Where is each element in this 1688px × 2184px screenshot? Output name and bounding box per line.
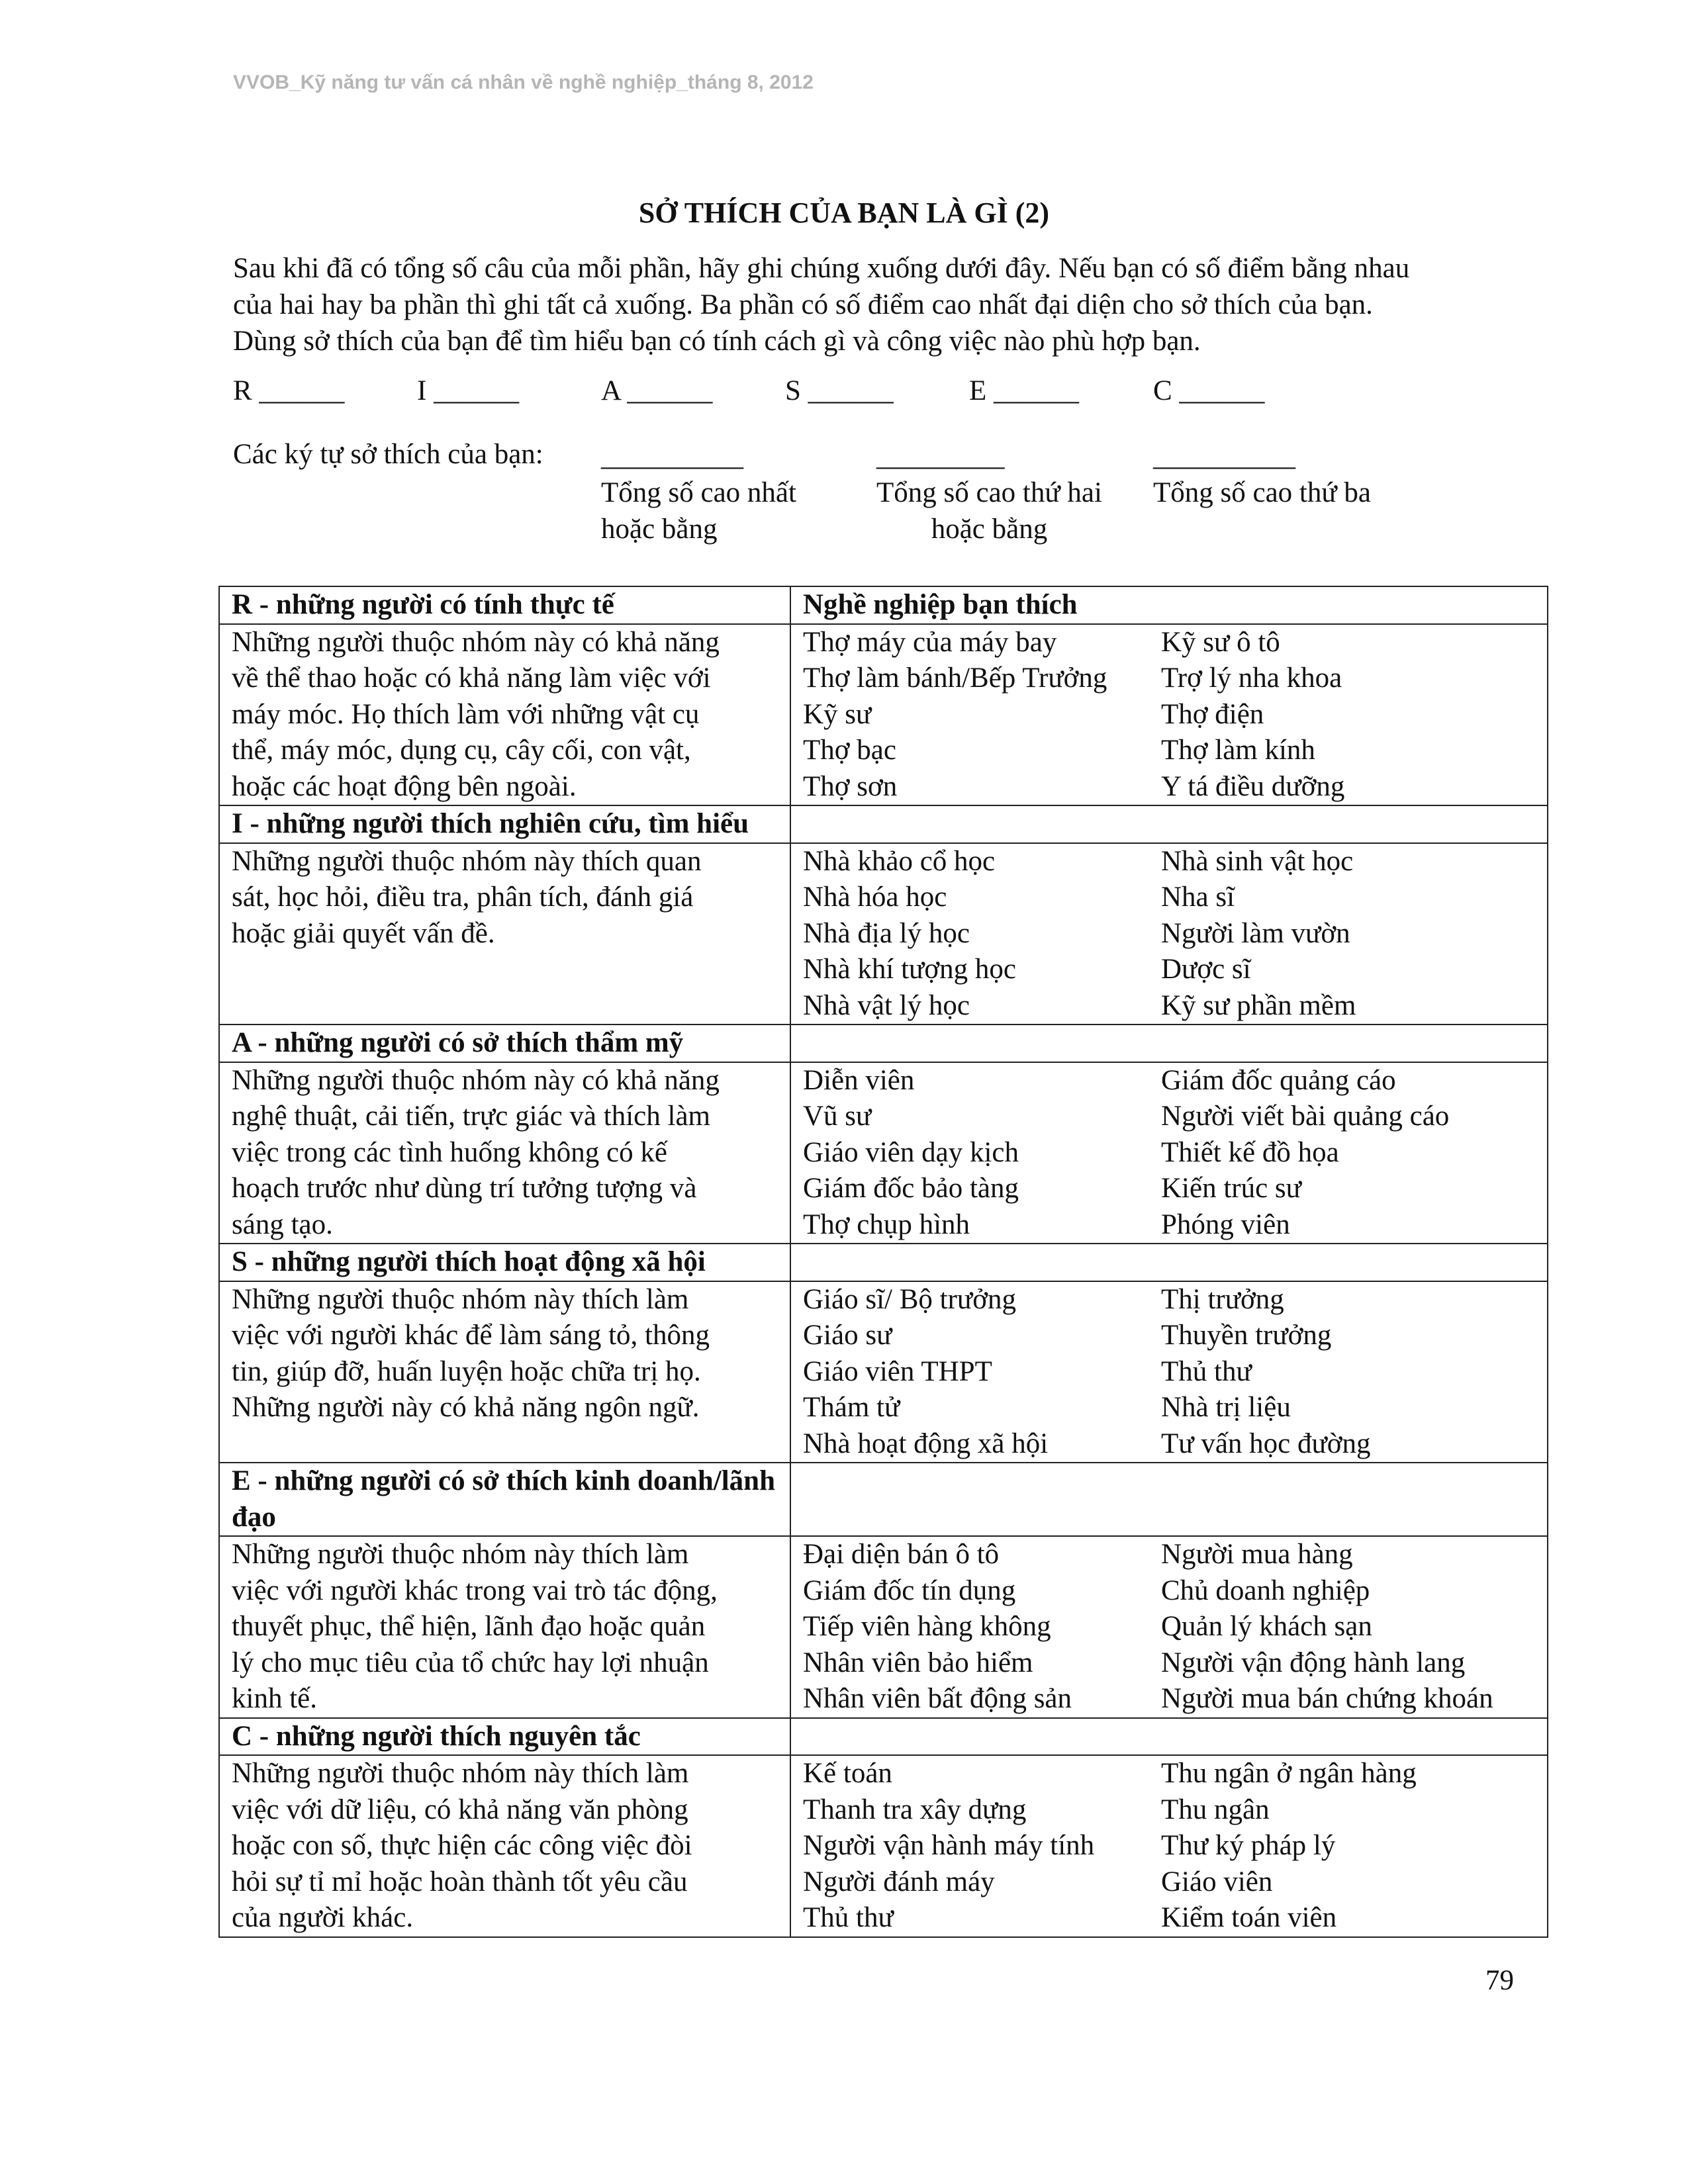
jobs-list-right-line: Người viết bài quảng cáo (1161, 1101, 1450, 1132)
jobs-list-right-line: Nha sĩ (1161, 882, 1235, 913)
jobs-list-left-line: Đại diện bán ô tô (803, 1539, 1000, 1570)
jobs-list-left-line: Thủ thư (803, 1902, 894, 1933)
jobs-list-left-line: Nhà hoạt động xã hội (803, 1428, 1049, 1459)
jobs-list-right-line: Thuyền trưởng (1161, 1320, 1332, 1351)
group-description-line: sát, học hỏi, điều tra, phân tích, đánh giá (232, 882, 694, 913)
jobs-list-left-line: Giám đốc tín dụng (803, 1574, 1016, 1606)
group-description-line: kinh tế. (232, 1683, 317, 1714)
order-first-caption: hoặc bằng (601, 514, 718, 545)
jobs-list-left-line: Giáo sư (803, 1320, 892, 1351)
jobs-list-left-line: Giáo viên THPT (803, 1355, 992, 1387)
jobs-list-right-line: Thủ thư (1161, 1355, 1252, 1387)
jobs-list-left (790, 624, 1149, 806)
jobs-list-left-line: Nhà khảo cổ học (803, 845, 996, 877)
intro-paragraph (233, 250, 1491, 359)
interest-order-label: Các ký tự sở thích của bạn: (233, 439, 543, 470)
order-first-caption: Tổng số cao nhất (601, 477, 796, 508)
group-body-row (219, 624, 1548, 806)
jobs-list-right-line: Kiểm toán viên (1161, 1902, 1337, 1933)
score-blank-r[interactable]: R ______ (233, 375, 345, 406)
group-description (219, 624, 790, 806)
jobs-list-left-line: Thợ máy của máy bay (803, 626, 1057, 658)
group-description-line: việc với dữ liệu, có khả năng văn phòng (232, 1794, 688, 1825)
jobs-header (790, 1718, 1548, 1756)
jobs-list-right-line: Thợ làm kính (1161, 735, 1315, 766)
jobs-list-left-line: Nhân viên bảo hiểm (803, 1647, 1033, 1678)
jobs-list-left (790, 843, 1149, 1025)
jobs-list-right-line: Kiến trúc sư (1161, 1173, 1301, 1204)
group-description-line: nghệ thuật, cải tiến, trực giác và thích làm (232, 1101, 710, 1132)
jobs-header (790, 805, 1548, 843)
jobs-header (790, 1024, 1548, 1062)
jobs-list-right-line: Trợ lý nha khoa (1161, 662, 1342, 694)
order-third-caption: Tổng số cao thứ ba (1153, 477, 1372, 508)
group-description (219, 1062, 790, 1244)
jobs-list-right-line: Thiết kế đồ họa (1161, 1136, 1339, 1168)
jobs-list-left-line: Người vận hành máy tính (803, 1830, 1095, 1861)
jobs-list-right-line: Phóng viên (1161, 1208, 1290, 1240)
group-header-row (219, 1463, 1548, 1536)
jobs-list-right-line: Người làm vườn (1161, 917, 1350, 949)
intro-line: Sau khi đã có tổng số câu của mỗi phần, hãy ghi chúng xuống dưới đây. Nếu bạn có số điểm bằng nhau (233, 253, 1410, 284)
group-title: A - những người có sở thích thẩm mỹ (219, 1024, 790, 1062)
order-third (1153, 438, 1371, 511)
jobs-list-right-line: Dược sĩ (1161, 954, 1251, 985)
group-description-line: Những người thuộc nhóm này có khả năng (232, 626, 720, 658)
jobs-list-right-line: Tư vấn học đường (1161, 1428, 1371, 1459)
group-description-line: việc với người khác để làm sáng tỏ, thông (232, 1320, 710, 1351)
group-title: C - những người thích nguyên tắc (219, 1718, 790, 1756)
jobs-list-right-line: Nhà sinh vật học (1161, 845, 1354, 877)
group-header-row (219, 1024, 1548, 1062)
jobs-header: Nghề nghiệp bạn thích (790, 586, 1548, 624)
group-description-line: việc với người khác trong vai trò tác động, (232, 1574, 718, 1606)
jobs-list-left-line: Kế toán (803, 1758, 892, 1789)
group-title: S - những người thích hoạt động xã hội (219, 1244, 790, 1281)
jobs-header (790, 1244, 1548, 1281)
order-second-blank[interactable]: _________ (876, 441, 1005, 472)
jobs-list-right-line: Chủ doanh nghiệp (1161, 1574, 1370, 1606)
jobs-list-left-line: Thợ bạc (803, 735, 896, 766)
jobs-list-left-line: Thanh tra xây dựng (803, 1794, 1027, 1825)
jobs-list-right-line: Kỹ sư phần mềm (1161, 989, 1356, 1021)
order-second-caption: Tổng số cao thứ hai (876, 477, 1102, 508)
group-description (219, 1281, 790, 1463)
group-description-line: hoặc con số, thực hiện các công việc đòi (232, 1830, 692, 1861)
jobs-list-right-line: Giám đốc quảng cáo (1161, 1064, 1396, 1096)
jobs-list-left-line: Thợ sơn (803, 770, 898, 802)
jobs-list-right (1149, 1281, 1548, 1463)
jobs-list-left-line: Nhân viên bất động sản (803, 1683, 1072, 1714)
group-description-line: Những người thuộc nhóm này thích quan (232, 845, 702, 877)
jobs-list-right-line: Thợ điện (1161, 698, 1264, 730)
group-header-row (219, 1718, 1548, 1756)
group-title: R - những người có tính thực tế (219, 586, 790, 624)
group-description-line: tin, giúp đỡ, huấn luyện hoặc chữa trị họ. (232, 1355, 701, 1387)
group-header-row (219, 586, 1548, 624)
group-body-row (219, 1062, 1548, 1244)
order-second-caption: hoặc bằng (931, 514, 1048, 545)
jobs-list-right-line: Kỹ sư ô tô (1161, 626, 1280, 658)
group-description-line: Những người này có khả năng ngôn ngữ. (232, 1392, 700, 1423)
group-description-line: việc trong các tình huống không có kế (232, 1136, 667, 1168)
group-description-line: thuyết phục, thể hiện, lãnh đạo hoặc quản (232, 1611, 706, 1642)
jobs-list-right (1149, 624, 1548, 806)
jobs-list-left-line: Người đánh máy (803, 1866, 995, 1897)
order-first (601, 438, 796, 547)
group-description-line: hỏi sự tỉ mỉ hoặc hoàn thành tốt yêu cầu (232, 1866, 688, 1897)
jobs-list-left-line: Nhà vật lý học (803, 989, 970, 1021)
group-description-line: của người khác. (232, 1902, 414, 1933)
jobs-header (790, 1463, 1548, 1536)
group-description-line: về thể thao hoặc có khả năng làm việc với (232, 662, 711, 694)
jobs-list-right-line: Giáo viên (1161, 1866, 1273, 1897)
order-first-blank[interactable]: __________ (601, 441, 743, 472)
jobs-list-left-line: Nhà địa lý học (803, 917, 970, 949)
group-description-line: hoặc giải quyết vấn đề. (232, 917, 495, 949)
jobs-list-right-line: Y tá điều dưỡng (1161, 770, 1345, 802)
jobs-list-left-line: Giám đốc bảo tàng (803, 1173, 1019, 1204)
group-title: E - những người có sở thích kinh doanh/lãnh đạo (219, 1463, 790, 1536)
group-body-row (219, 1536, 1548, 1718)
group-description-line: lý cho mục tiêu của tổ chức hay lợi nhuận (232, 1647, 709, 1678)
group-description-line: máy móc. Họ thích làm với những vật cụ (232, 698, 700, 730)
intro-line: của hai hay ba phần thì ghi tất cả xuống. Ba phần có số điểm cao nhất đại diện cho sở thích của bạn. (233, 289, 1373, 320)
group-body-row (219, 1755, 1548, 1937)
jobs-list-right-line: Người vận động hành lang (1161, 1647, 1466, 1678)
jobs-list-left-line: Nhà hóa học (803, 882, 947, 913)
group-description (219, 843, 790, 1025)
score-blank-e[interactable]: E ______ (969, 375, 1080, 406)
jobs-list-left (790, 1755, 1149, 1937)
group-description-line: Những người thuộc nhóm này thích làm (232, 1539, 689, 1570)
group-body-row (219, 843, 1548, 1025)
jobs-list-left (790, 1281, 1149, 1463)
score-blank-i[interactable]: I ______ (417, 375, 520, 406)
group-description-line: sáng tạo. (232, 1208, 333, 1240)
jobs-list-right-line: Thư ký pháp lý (1161, 1830, 1336, 1861)
group-description-line: Những người thuộc nhóm này thích làm (232, 1283, 689, 1315)
jobs-list-left-line: Thám tử (803, 1392, 900, 1423)
jobs-list-right-line: Người mua hàng (1161, 1539, 1353, 1570)
jobs-list-right (1149, 843, 1548, 1025)
group-description-line: Những người thuộc nhóm này thích làm (232, 1758, 689, 1789)
score-blank-a[interactable]: A ______ (601, 375, 713, 406)
page-title: SỞ THÍCH CỦA BẠN LÀ GÌ (2) (638, 197, 1050, 229)
intro-line: Dùng sở thích của bạn để tìm hiểu bạn có tính cách gì và công việc nào phù hợp bạn. (233, 326, 1201, 357)
score-blank-s[interactable]: S ______ (785, 375, 894, 406)
page-number: 79 (1485, 1965, 1514, 1996)
jobs-list-right-line: Người mua bán chứng khoán (1161, 1683, 1493, 1714)
order-third-blank[interactable]: __________ (1153, 441, 1295, 472)
jobs-list-left-line: Nhà khí tượng học (803, 954, 1016, 985)
jobs-list-right (1149, 1755, 1548, 1937)
document-header: VVOB_Kỹ năng tư vấn cá nhân về nghề nghiệp_tháng 8, 2012 (233, 71, 814, 93)
score-blank-c[interactable]: C ______ (1153, 375, 1265, 406)
jobs-list-right (1149, 1536, 1548, 1718)
group-description-line: Những người thuộc nhóm này có khả năng (232, 1064, 720, 1096)
jobs-list-left-line: Thợ chụp hình (803, 1208, 970, 1240)
jobs-list-right-line: Quản lý khách sạn (1161, 1611, 1372, 1642)
jobs-list-left (790, 1062, 1149, 1244)
group-description-line: hoạch trước như dùng trí tưởng tượng và (232, 1173, 697, 1204)
jobs-list-right (1149, 1062, 1548, 1244)
group-description (219, 1536, 790, 1718)
group-header-row (219, 1244, 1548, 1281)
jobs-list-left-line: Vũ sư (803, 1101, 872, 1132)
jobs-list-left-line: Giáo viên dạy kịch (803, 1136, 1019, 1168)
jobs-list-left-line: Diễn viên (803, 1064, 915, 1096)
jobs-list-left-line: Tiếp viên hàng không (803, 1611, 1051, 1642)
jobs-list-left (790, 1536, 1149, 1718)
jobs-list-right-line: Thu ngân ở ngân hàng (1161, 1758, 1417, 1789)
group-description (219, 1755, 790, 1937)
group-description-line: hoặc các hoạt động bên ngoài. (232, 770, 577, 802)
group-header-row (219, 805, 1548, 843)
interest-table (218, 586, 1548, 1938)
group-description-line: thể, máy móc, dụng cụ, cây cối, con vật, (232, 735, 691, 766)
jobs-list-right-line: Thu ngân (1161, 1794, 1270, 1825)
jobs-list-left-line: Thợ làm bánh/Bếp Trưởng (803, 662, 1107, 694)
jobs-list-left-line: Giáo sĩ/ Bộ trưởng (803, 1283, 1016, 1315)
order-second (876, 438, 1102, 547)
group-body-row (219, 1281, 1548, 1463)
jobs-list-right-line: Thị trưởng (1161, 1283, 1284, 1315)
group-title: I - những người thích nghiên cứu, tìm hiểu (219, 805, 790, 843)
jobs-list-left-line: Kỹ sư (803, 698, 872, 730)
jobs-list-right-line: Nhà trị liệu (1161, 1392, 1291, 1423)
